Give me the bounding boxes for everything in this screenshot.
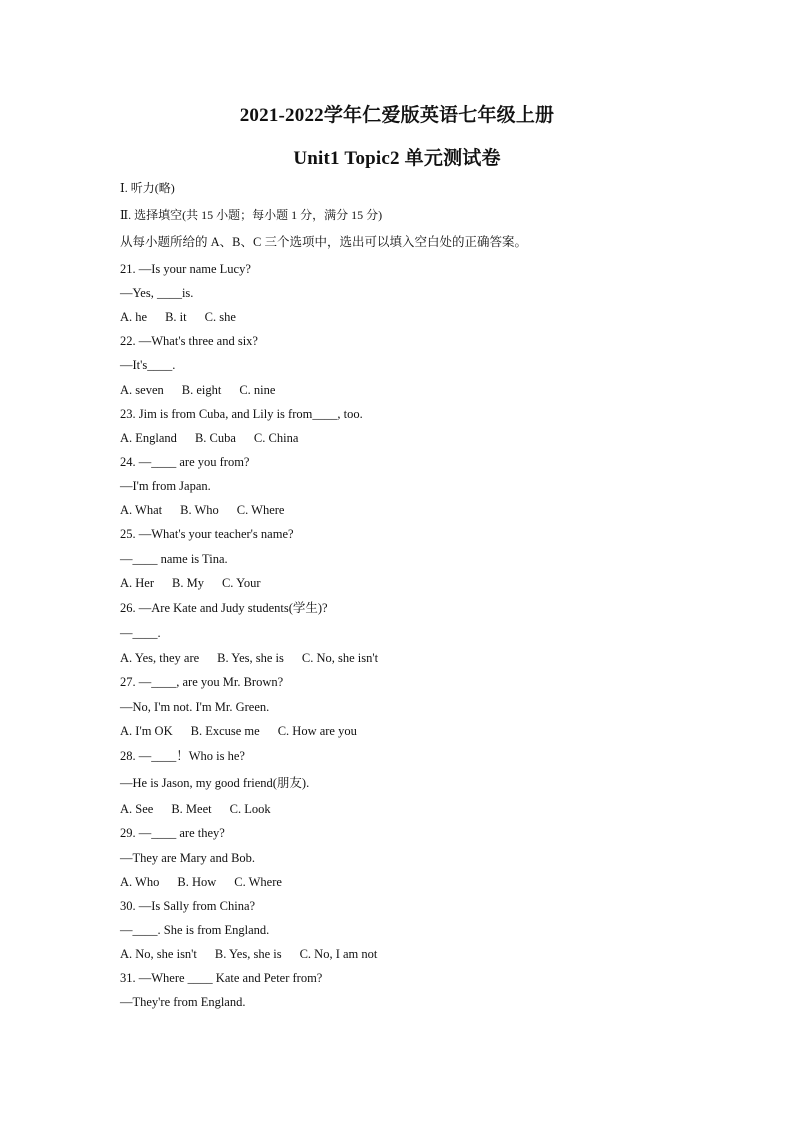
option-b: B. eight	[181, 383, 222, 397]
question-options	[120, 650, 378, 666]
question-reply: —____ name is Tina.	[120, 552, 228, 566]
question-options	[120, 309, 236, 325]
question-stem: 23. Jim is from Cuba, and Lily is from____, too.	[120, 407, 363, 421]
option-a: A. I'm OK	[120, 724, 173, 738]
option-c: C. How are you	[277, 724, 357, 738]
question-reply: —They are Mary and Bob.	[120, 851, 256, 865]
question-reply: —Yes, ____is.	[120, 286, 194, 300]
option-c: C. Look	[229, 802, 271, 816]
option-c: C. No, I am not	[299, 947, 378, 961]
question-reply: —I'm from Japan.	[120, 479, 211, 493]
option-a: A. England	[120, 431, 177, 445]
question-reply: —They're from England.	[120, 995, 246, 1009]
question-options	[120, 874, 282, 890]
option-b: B. Yes, she is	[217, 651, 284, 665]
option-c: C. No, she isn't	[301, 651, 379, 665]
question-reply: —____. She is from England.	[120, 923, 270, 937]
question-stem: 28. —____！Who is he?	[120, 749, 245, 763]
question-stem: 30. —Is Sally from China?	[120, 899, 256, 913]
option-b: B. Excuse me	[190, 724, 260, 738]
option-a: A. See	[120, 802, 154, 816]
question-options	[120, 502, 284, 518]
option-c: C. China	[253, 431, 299, 445]
option-a: A. No, she isn't	[120, 947, 197, 961]
question-stem: 21. —Is your name Lucy?	[120, 262, 251, 276]
option-b: B. Yes, she is	[214, 947, 282, 961]
option-c: C. Where	[236, 503, 285, 517]
option-a: A. Yes, they are	[120, 651, 200, 665]
option-b: B. Cuba	[194, 431, 236, 445]
option-a: A. he	[120, 310, 148, 324]
question-options	[120, 723, 357, 739]
question-reply: —____.	[120, 626, 161, 640]
document-subtitle: Unit1 Topic2 单元测试卷	[293, 148, 501, 169]
instruction-text: 从每小题所给的 A、B、C 三个选项中，选出可以填入空白处的正确答案。	[120, 235, 527, 249]
option-b: B. How	[177, 875, 217, 889]
section-listening: Ⅰ. 听力(略)	[120, 181, 175, 195]
option-b: B. My	[172, 576, 204, 590]
question-options	[120, 430, 298, 446]
question-stem: 31. —Where ____ Kate and Peter from?	[120, 971, 323, 985]
question-options	[120, 575, 261, 591]
option-a: A. What	[120, 503, 163, 517]
option-c: C. she	[204, 310, 236, 324]
question-options	[120, 801, 271, 817]
question-reply: —It's____.	[120, 358, 176, 372]
option-a: A. seven	[120, 383, 164, 397]
question-reply: —He is Jason, my good friend(朋友).	[120, 776, 310, 790]
question-stem: 24. —____ are you from?	[120, 455, 250, 469]
document-title: 2021-2022学年仁爱版英语七年级上册	[239, 105, 555, 126]
option-b: B. it	[165, 310, 187, 324]
option-a: A. Her	[120, 576, 155, 590]
question-options	[120, 946, 377, 962]
question-stem: 29. —____ are they?	[120, 826, 225, 840]
option-b: B. Who	[180, 503, 219, 517]
option-c: C. Your	[221, 576, 261, 590]
option-a: A. Who	[120, 875, 160, 889]
section-multiple-choice: Ⅱ. 选择填空(共 15 小题；每小题 1 分，满分 15 分)	[120, 208, 383, 222]
question-reply: —No, I'm not. I'm Mr. Green.	[120, 700, 270, 714]
question-stem: 22. —What's three and six?	[120, 334, 258, 348]
option-b: B. Meet	[171, 802, 212, 816]
option-c: C. Where	[234, 875, 282, 889]
question-stem: 25. —What's your teacher's name?	[120, 527, 294, 541]
question-options	[120, 382, 275, 398]
option-c: C. nine	[239, 383, 276, 397]
question-stem: 27. —____, are you Mr. Brown?	[120, 675, 284, 689]
question-stem: 26. —Are Kate and Judy students(学生)?	[120, 601, 328, 615]
